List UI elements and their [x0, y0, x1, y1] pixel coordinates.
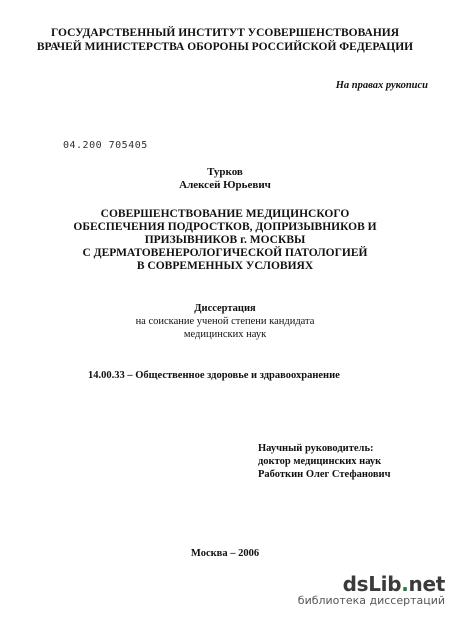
- watermark-subtitle: библиотека диссертаций: [297, 594, 445, 607]
- institution-line-1: ГОСУДАРСТВЕННЫЙ ИНСТИТУТ УСОВЕРШЕНСТВОВАНИЯ: [50, 27, 400, 39]
- author-name: Алексей Юрьевич: [179, 179, 271, 191]
- supervisor-block: [258, 442, 391, 481]
- title-line-4: С ДЕРМАТОВЕНЕРОЛОГИЧЕСКОЙ ПАТОЛОГИЕЙ: [82, 247, 368, 259]
- title-line-2: ОБЕСПЕЧЕНИЯ ПОДРОСТКОВ, ДОПРИЗЫВНИКОВ И: [73, 221, 377, 233]
- supervisor-name: Работкин Олег Стефанович: [258, 469, 391, 480]
- dissertation-type: [0, 302, 450, 341]
- dissertation-label: Диссертация: [194, 303, 256, 314]
- watermark-dot: .: [401, 572, 409, 596]
- supervisor-label: Научный руководитель:: [258, 443, 374, 454]
- title-line-5: В СОВРЕМЕННЫХ УСЛОВИЯХ: [136, 260, 314, 272]
- author-block: [0, 166, 450, 192]
- rights-note: На правах рукописи: [335, 80, 428, 91]
- title-line-1: СОВЕРШЕНСТВОВАНИЕ МЕДИЦИНСКОГО: [100, 208, 350, 220]
- specialty-code: 14.00.33 – Общественное здоровье и здравоохранение: [88, 370, 340, 381]
- author-surname: Турков: [207, 166, 243, 178]
- watermark-logo: [270, 572, 445, 596]
- institution-line-2: ВРАЧЕЙ МИНИСТЕРСТВА ОБОРОНЫ РОССИЙСКОЙ ФЕДЕРАЦИИ: [36, 41, 414, 53]
- science-field: медицинских наук: [183, 329, 267, 340]
- supervisor-degree: доктор медицинских наук: [258, 456, 382, 467]
- institution-header: [0, 26, 450, 54]
- dissertation-title: [0, 208, 450, 273]
- watermark-name-main: dsLib: [342, 572, 402, 596]
- degree-line: на соискание ученой степени кандидата: [135, 316, 315, 327]
- city-year: Москва – 2006: [190, 548, 260, 559]
- library-stamp-number: 04.200 705405: [63, 140, 148, 151]
- watermark-tld: net: [408, 572, 445, 596]
- dslib-watermark[interactable]: [270, 572, 445, 607]
- title-line-3: ПРИЗЫВНИКОВ г. МОСКВЫ: [144, 234, 306, 246]
